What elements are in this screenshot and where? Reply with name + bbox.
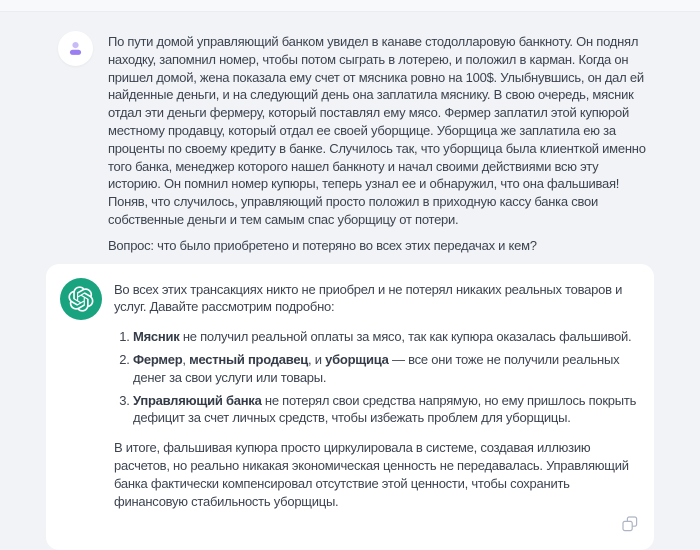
copy-icon — [621, 515, 639, 533]
assistant-message-text — [114, 281, 638, 511]
user-story-text: По пути домой управляющий банком увидел в канаве стодолларовую банкноту. Он поднял находку, запомнил номер, чтобы потом сыграть в лотерею, и положил в карман. Когда он пришел домой, жена показала ему счет от мясника ровно на 100$. Улыбнувшись, он дал ей найденные деньги, и на следующий день она заплатила мяснику. В свою очередь, мясник отдал эти деньги фермеру, который поставлял ему мясо. Фермер заплатил этой купюрой местному продавцу, который отдал ее своей уборщице. Уборщица же заплатила ею за проценты по своему кредиту в банке. Случилось так, что уборщица была клиенткой именно того банка, менеджер которого нашел банкноту и начал своими действиями всю эту историю. Он помнил номер купюры, теперь узнал ее и обнаружил, что она фальшивая! Поняв, что случилось, управляющий просто положил в приходную кассу банка свои собственные деньги и тем самым спас уборщицу от потери. — [108, 34, 646, 227]
openai-logo-icon — [68, 286, 94, 312]
user-avatar — [58, 31, 93, 66]
assistant-message-card — [46, 264, 654, 550]
copy-button[interactable] — [621, 515, 639, 533]
person-icon — [66, 39, 85, 58]
assistant-intro-text: Во всех этих трансакциях никто не приобрел и не потерял никаких реальных товаров и услуг. Давайте рассмотрим подробно: — [114, 281, 623, 315]
assistant-avatar — [60, 278, 102, 320]
assistant-numbered-list — [114, 328, 638, 427]
user-message — [0, 12, 700, 255]
user-message-text — [108, 33, 650, 255]
assistant-list-item: 2. Фермер, местный продавец, и уборщица — все они тоже не получили реальных денег за свои услуги или товары. — [133, 351, 638, 387]
assistant-conclusion-text: В итоге, фальшивая купюра просто циркулировала в системе, создавая иллюзию расчетов, но реально никакая экономическая ценность не передавалась. Управляющий банка фактически компенсировал отсутствие этой ценности, чтобы сохранить финансовую стабильность уборщицы. — [114, 440, 629, 509]
top-divider — [0, 0, 700, 12]
assistant-list-item: 1. Мясник не получил реальной оплаты за мясо, так как купюра оказалась фальшивой. — [133, 328, 638, 346]
user-question-text: Вопрос: что было приобретено и потеряно во всех этих передачах и кем? — [108, 237, 537, 253]
assistant-list-item: 3. Управляющий банка не потерял свои средства напрямую, но ему пришлось покрыть дефицит за счет личных средств, чтобы избежать проблем для уборщицы. — [133, 392, 638, 428]
